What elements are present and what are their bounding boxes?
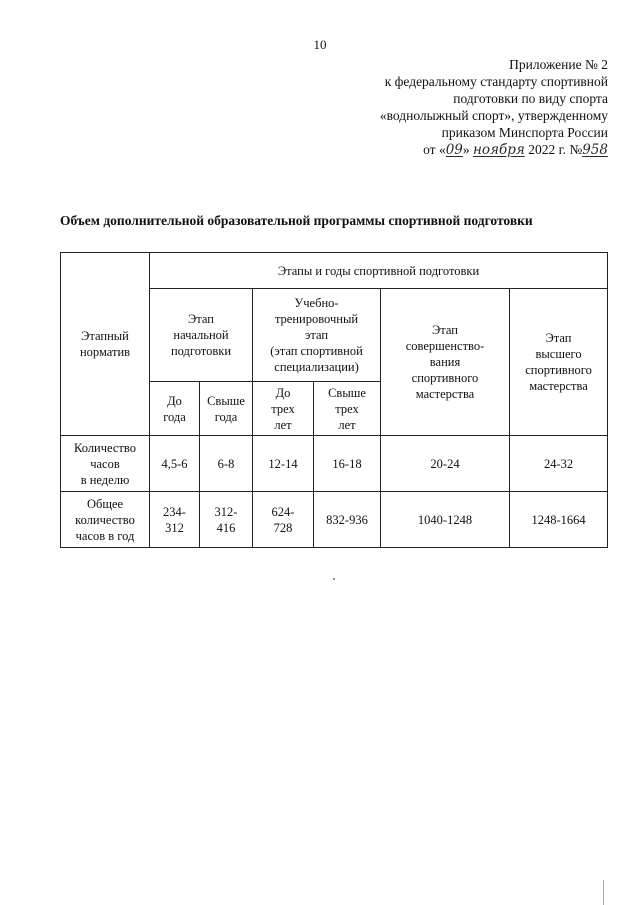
table-cell: 1040-1248 — [381, 492, 510, 548]
appendix-line: к федеральному стандарту спортивной — [384, 74, 608, 89]
table-cell: 6-8 — [200, 436, 253, 492]
date-prefix: от « — [423, 142, 446, 157]
appendix-header — [328, 56, 608, 159]
appendix-title: Приложение № 2 — [509, 57, 608, 72]
header-stages-group: Этапы и годы спортивной подготовки — [150, 253, 608, 289]
date-mid: » — [462, 142, 470, 157]
appendix-date-line — [328, 141, 608, 159]
table-cell: 234- 312 — [150, 492, 200, 548]
table-cell: 832-936 — [314, 492, 381, 548]
table-cell: 4,5-6 — [150, 436, 200, 492]
header-stage-improvement: Этап совершенство- вания спортивного мастерства — [381, 289, 510, 436]
table-row — [61, 492, 608, 548]
table-cell: 12-14 — [253, 436, 314, 492]
table-row — [61, 436, 608, 492]
row-label: Общее количество часов в год — [61, 492, 150, 548]
subheader-over-three-years: Свыше трех лет — [314, 382, 381, 436]
appendix-line: приказом Минспорта России — [441, 125, 608, 140]
handwritten-day: 09 — [445, 142, 463, 158]
row-label: Количество часов в неделю — [61, 436, 150, 492]
subheader-over-year: Свыше года — [200, 382, 253, 436]
table-cell: 312- 416 — [200, 492, 253, 548]
document-title: Объем дополнительной образовательной программы спортивной подготовки — [60, 213, 533, 228]
table-cell: 1248-1664 — [510, 492, 608, 548]
table-cell: 24-32 — [510, 436, 608, 492]
table-cell: 624- 728 — [253, 492, 314, 548]
handwritten-order-number: 958 — [582, 142, 608, 158]
header-stage-highest: Этап высшего спортивного мастерства — [510, 289, 608, 436]
program-volume-table — [60, 252, 608, 548]
date-year: 2022 г. № — [528, 142, 583, 157]
scan-artifact-line — [603, 880, 604, 905]
header-stage-initial: Этап начальной подготовки — [150, 289, 253, 382]
appendix-line: «воднолыжный спорт», утвержденному — [379, 108, 608, 123]
table-cell: 16-18 — [314, 436, 381, 492]
page-number: 10 — [313, 37, 327, 52]
header-stage-training: Учебно- тренировочный этап (этап спортивной специализации) — [253, 289, 381, 382]
subheader-up-to-year: До года — [150, 382, 200, 436]
subheader-up-to-three-years: До трех лет — [253, 382, 314, 436]
header-norm: Этапный норматив — [61, 253, 150, 436]
table-cell: 20-24 — [381, 436, 510, 492]
appendix-line: подготовки по виду спорта — [453, 91, 608, 106]
scan-artifact-dot — [333, 578, 335, 580]
handwritten-month: ноября — [473, 142, 525, 158]
